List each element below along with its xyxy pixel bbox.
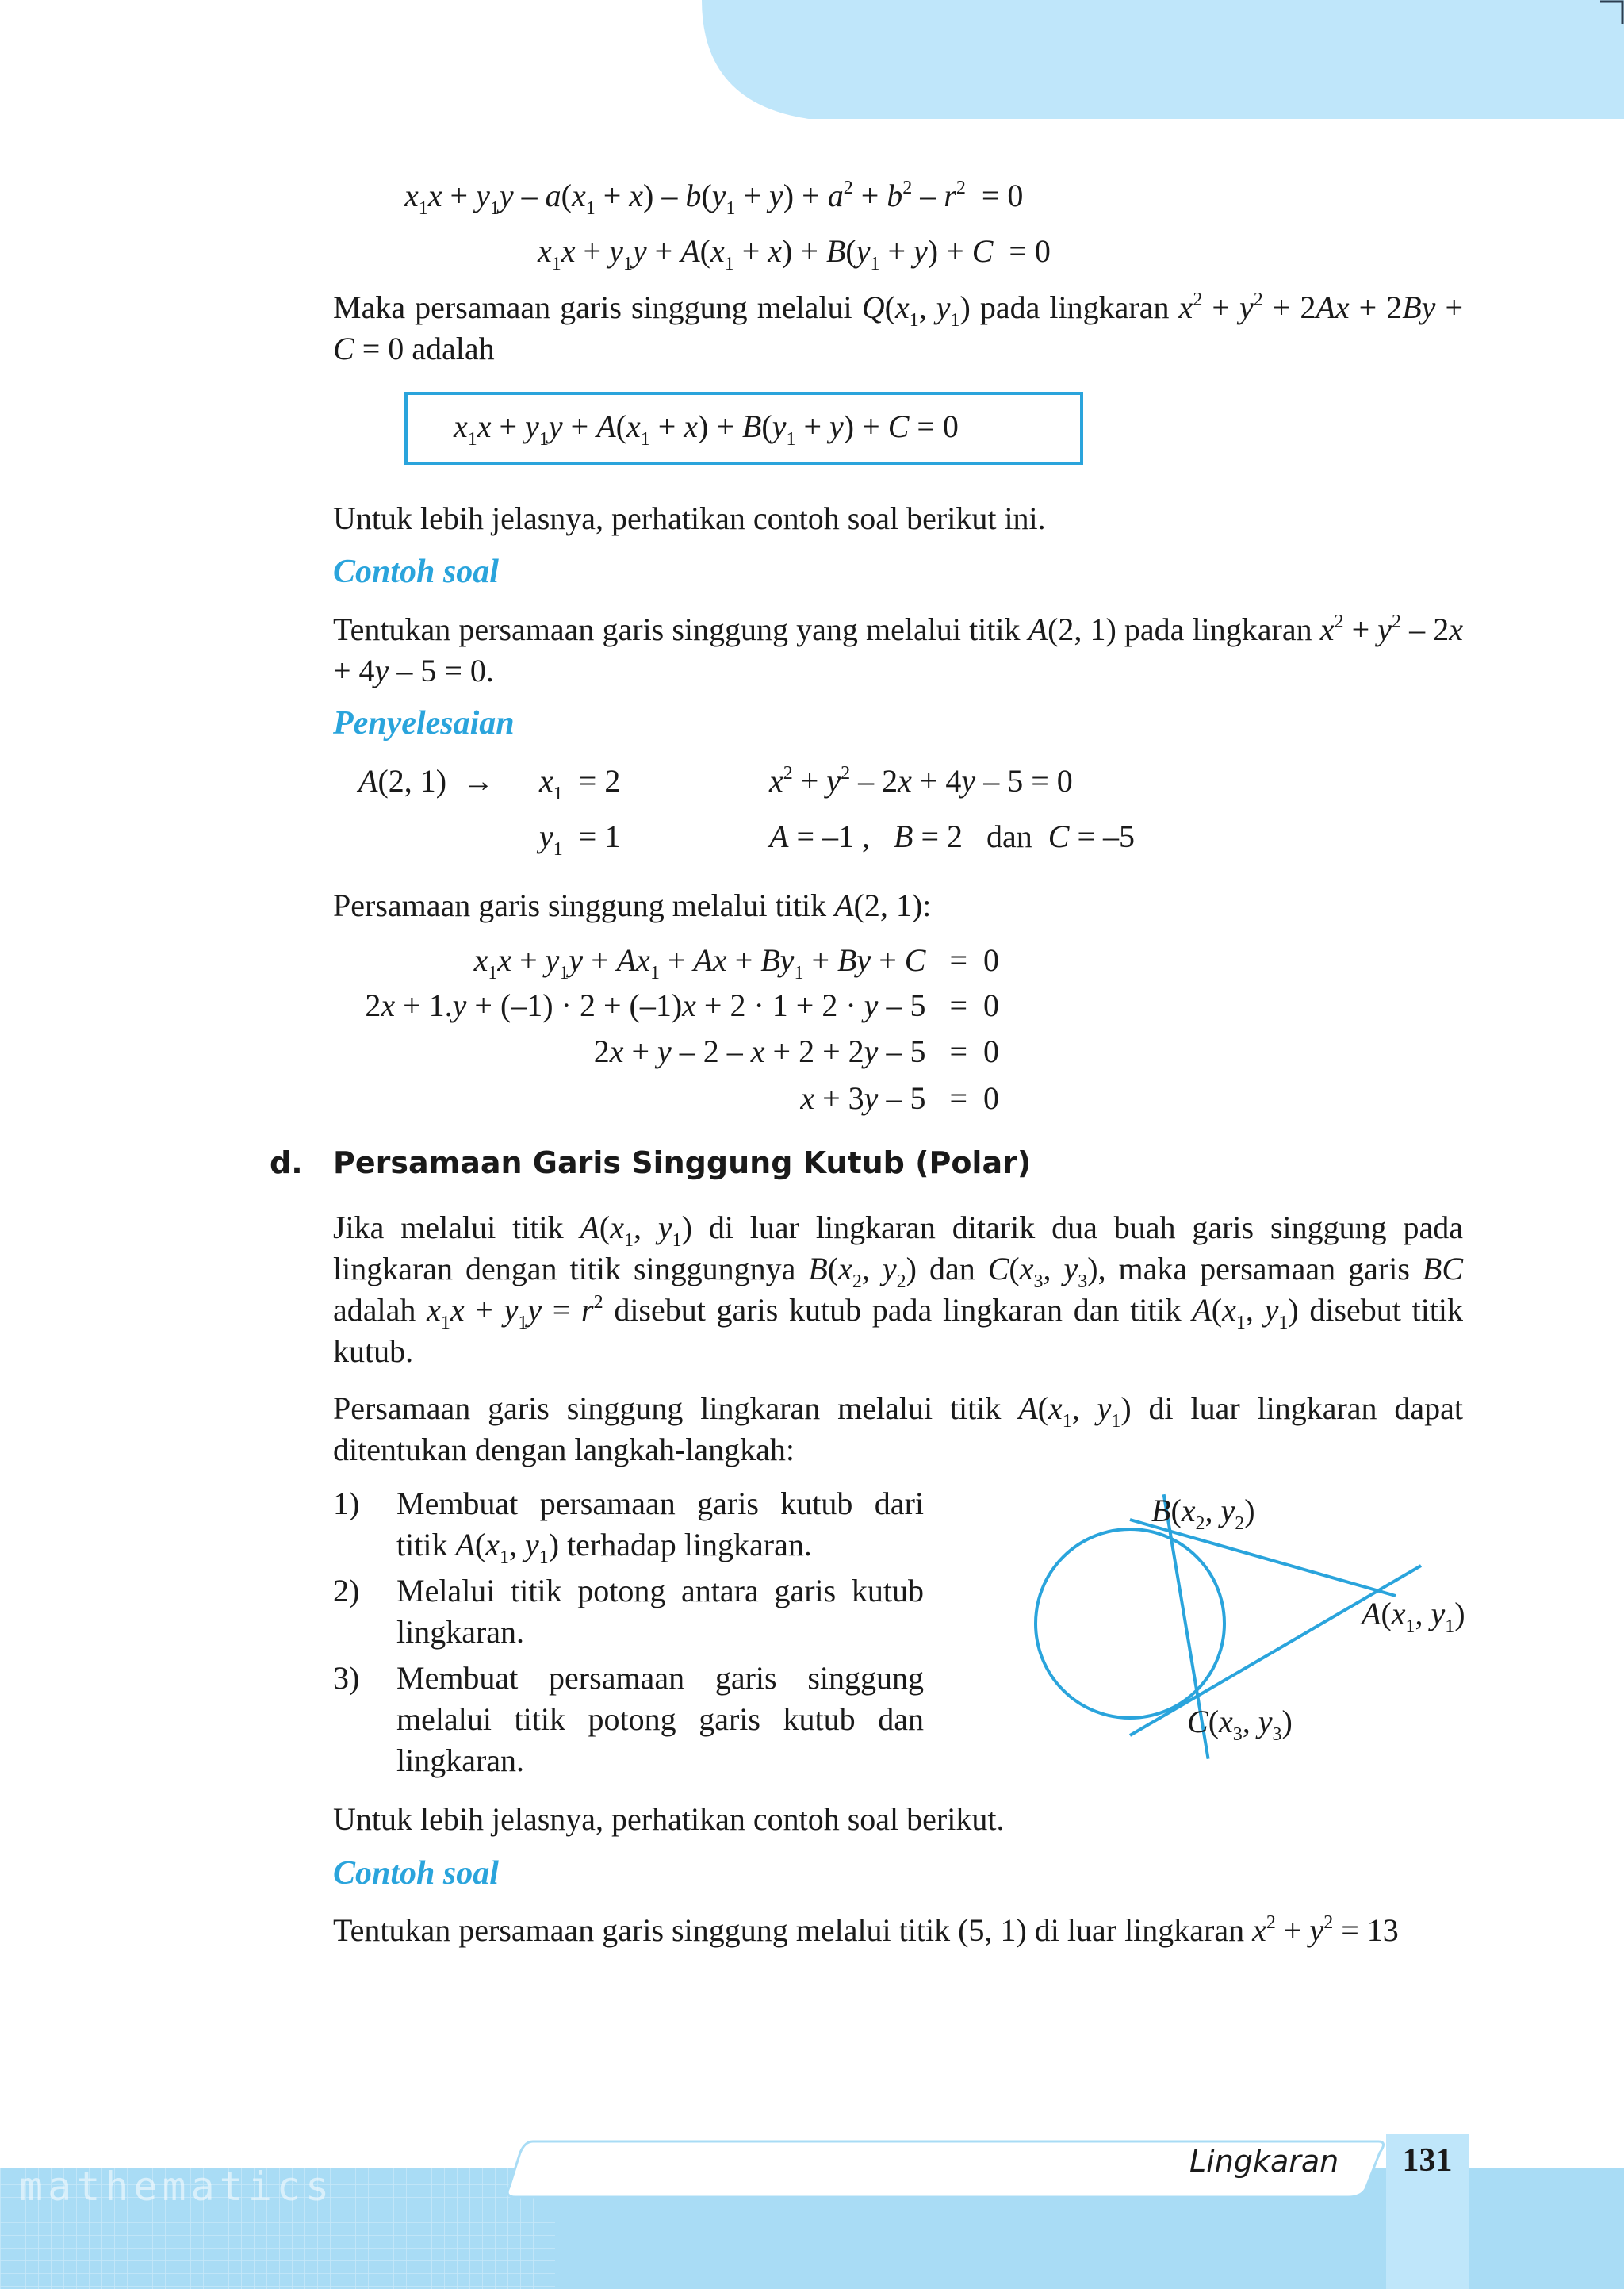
example2-heading: Contoh soal	[333, 1855, 499, 1892]
closing-line: Untuk lebih jelasnya, perhatikan contoh soal berikut.	[333, 1801, 1005, 1837]
equation-derivation-1: $x_1x + y_1y - a(x_1 + x) - b(y_1 + y) + a^2 + b^2 - r^2 = 0$	[404, 178, 1024, 219]
tangent-step-4: x + 3y – 5 = 0	[800, 1080, 999, 1116]
section-d-title: Persamaan Garis Singgung Kutub (Polar)	[333, 1145, 1032, 1180]
label-point-a: $A(x_1$, $y_1$)	[1362, 1596, 1465, 1637]
solution-point: A(2, 1) →	[358, 763, 495, 799]
header-decoration	[0, 0, 1624, 127]
chapter-label: Lingkaran	[1189, 2144, 1339, 2179]
boxed-formula: $x_1x + y_1y + A(x_1 + x) + B(y_1 + y) + C = 0$	[454, 408, 959, 450]
example1-heading: Contoh soal	[333, 554, 499, 590]
section-d-paragraph-2: Persamaan garis singgung lingkaran melalui titik $A(x_1$, $y_1$) di luar lingkaran dapat ditentukan dengan langkah-langkah:	[333, 1390, 1463, 1467]
intro-paragraph: Maka persamaan garis singgung melalui $Q(x_1$, $y_1$) pada lingkaran $x^2 + y^2 + 2Ax + 2By + C = 0$ adalah	[333, 289, 1464, 366]
solution-heading: Penyelesaian	[333, 705, 515, 742]
solution-x1: $x_1 = 2$	[539, 763, 621, 804]
example2-question: Tentukan persamaan garis singgung melalui titik (5, 1) di luar lingkaran $x^2 + y^2 = 13$	[333, 1912, 1399, 1948]
page-number: 131	[1402, 2142, 1453, 2179]
solution-circle-eq: $x^2 + y^2 - 2x + 4y - 5 = 0$	[769, 763, 1073, 799]
list-item: 1) Membuat persamaan garis kutub dari titik $A(x_1$, $y_1$) terhadap lingkaran.	[333, 1486, 924, 1568]
list-item: 2) Melalui titik potong antara garis kutub lingkaran.	[333, 1573, 924, 1650]
footer-decoration	[0, 2134, 1624, 2289]
equation-derivation-2: $x_1x + y_1y + A(x_1 + x) + B(y_1 + y) + C = 0$	[538, 233, 1051, 274]
example1-question: Tentukan persamaan garis singgung yang melalui titik A(2, 1) pada lingkaran $x^2 + y^2 - 2x + 4y - 5 = 0$.	[333, 612, 1464, 688]
list-item: 3) Membuat persamaan garis singgung melalui titik potong garis kutub dan lingkaran.	[333, 1660, 924, 1778]
note-line: Untuk lebih jelasnya, perhatikan contoh soal berikut ini.	[333, 500, 1046, 536]
tangent-step-2: 2x + 1.y + (–1) · 2 + (–1)x + 2 · 1 + 2 · y – 5 = 0	[365, 987, 999, 1023]
label-point-b: $B(x_2$, $y_2$)	[1151, 1493, 1255, 1534]
solution-coefficients: A = –1 , B = 2 dan C = –5	[769, 819, 1135, 854]
section-d-marker: d.	[270, 1145, 303, 1180]
steps-list	[333, 1483, 924, 1786]
tangent-intro: Persamaan garis singgung melalui titik A(2, 1):	[333, 888, 932, 923]
label-point-c: $C(x_3$, $y_3$)	[1187, 1704, 1293, 1745]
section-d-paragraph-1: Jika melalui titik $A(x_1$, $y_1$) di luar lingkaran ditarik dua buah garis singgung pada lingkaran dengan titik singgungnya $B(x_2$, $y_2$) dan $C(x_3$, $y_3$), maka persamaan garis BC adalah $x_1x + y_1y = r^2$ disebut garis kutub pada lingkaran dan titik $A(x_1$, $y_1$) disebut titik kutub.	[333, 1210, 1464, 1369]
solution-y1: $y_1 = 1$	[539, 819, 621, 860]
tangent-step-3: 2x + y – 2 – x + 2 + 2y – 5 = 0	[593, 1033, 999, 1069]
tangent-step-1: $x_1x + y_1y + Ax_1 + Ax + By_1 + By + C = 0$	[473, 942, 999, 983]
watermark-text: mathematics	[19, 2164, 335, 2210]
